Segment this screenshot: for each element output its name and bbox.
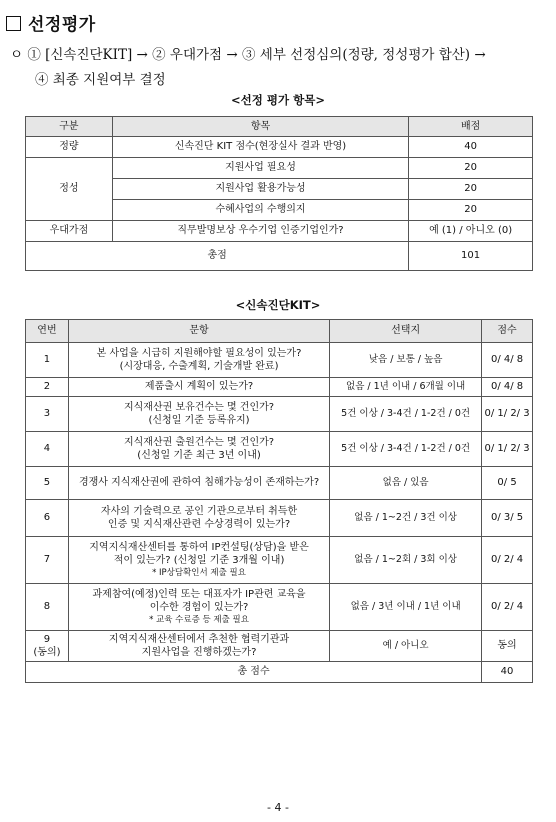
table-row: [26, 432, 533, 467]
question-line: (시장대응, 수출계획, 기술개발 완료): [119, 361, 279, 372]
score-cell: 0/ 2/ 4: [482, 537, 533, 584]
question-line: 지역지식재산센터에서 추천한 협력기관과: [108, 633, 290, 645]
question-cell: [68, 432, 329, 467]
score-cell: 0/ 4/ 8: [482, 343, 533, 378]
header-score: 배점: [409, 117, 533, 137]
section-title-text: 선정평가: [28, 15, 96, 35]
item-cell: 지원사업 필요성: [112, 158, 408, 179]
table-row: [26, 137, 533, 158]
header-score: 점수: [482, 320, 533, 343]
question-cell: [68, 397, 329, 432]
question-line: 본 사업을 시급히 지원해야할 필요성이 있는가?: [96, 347, 302, 359]
score-cell: 0/ 1/ 2/ 3: [482, 432, 533, 467]
table2-caption: <신속진단KIT>: [235, 298, 321, 312]
checkbox-square-icon: [6, 16, 21, 31]
item-cell: 직무발명보상 우수기업 인증기업인가?: [112, 221, 408, 242]
options-cell: 예 / 아니오: [330, 631, 482, 662]
score-cell: 20: [409, 179, 533, 200]
question-line: 과제참여(예정)인력 또는 대표자가 IP관련 교육을: [92, 588, 306, 600]
question-line: 지식재산권 출원건수는 몇 건인가?: [123, 436, 275, 448]
no-cell: 4: [26, 432, 69, 467]
total-score: 40: [482, 662, 533, 683]
table-row: [26, 631, 533, 662]
score-cell: 20: [409, 158, 533, 179]
table-row: [26, 378, 533, 397]
no-cell: 7: [26, 537, 69, 584]
question-cell: [68, 537, 329, 584]
table-row: [26, 158, 533, 179]
options-cell: 5건 이상 / 3-4건 / 1-2건 / 0건: [330, 397, 482, 432]
question-cell: 제품출시 계획이 있는가?: [68, 378, 329, 397]
question-line: 이수한 경험이 있는가?: [149, 602, 249, 614]
question-cell: 경쟁사 지식재산권에 관하여 침해가능성이 존재하는가?: [68, 467, 329, 500]
total-row: [26, 242, 533, 271]
score-cell: 예 (1) / 아니오 (0): [409, 221, 533, 242]
options-cell: 없음 / 있음: [330, 467, 482, 500]
evaluation-items-table: [25, 116, 533, 271]
no-cell: [26, 631, 69, 662]
options-cell: 없음 / 1년 이내 / 6개월 이내: [330, 378, 482, 397]
no-cell: 3: [26, 397, 69, 432]
score-cell: 0/ 5: [482, 467, 533, 500]
question-note: * 교육 수료증 등 제출 필요: [149, 614, 249, 625]
table-header-row: [26, 117, 533, 137]
table-row: [26, 467, 533, 500]
header-no: 연번: [26, 320, 69, 343]
question-note: * IP상담확인서 제출 필요: [152, 567, 246, 578]
total-score: 101: [409, 242, 533, 271]
no-cell: 5: [26, 467, 69, 500]
item-cell: 수혜사업의 수행의지: [112, 200, 408, 221]
question-line: 지식재산권 보유건수는 몇 건인가?: [123, 401, 275, 413]
no-text: 9: [43, 633, 51, 645]
total-label: 총 점수: [26, 662, 482, 683]
table-row: [26, 221, 533, 242]
no-cell: 8: [26, 584, 69, 631]
question-cell: [68, 500, 329, 537]
score-cell: 0/ 1/ 2/ 3: [482, 397, 533, 432]
question-line: 자사의 기술력으로 공인 기관으로부터 취득한: [100, 505, 298, 517]
kit-table: [25, 319, 533, 683]
table-row: [26, 584, 533, 631]
item-cell: 신속진단 KIT 점수(현장실사 결과 반영): [112, 137, 408, 158]
header-category: 구분: [26, 117, 113, 137]
question-line: 지원사업을 진행하겠는가?: [141, 647, 257, 658]
question-line: (신청일 기준 최근 3년 이내): [137, 450, 261, 461]
table1-caption: <선정 평가 항목>: [231, 93, 325, 107]
options-cell: 5건 이상 / 3-4건 / 1-2건 / 0건: [330, 432, 482, 467]
options-cell: 없음 / 1~2회 / 3회 이상: [330, 537, 482, 584]
table-header-row: [26, 320, 533, 343]
header-item: 항목: [112, 117, 408, 137]
question-cell: [68, 631, 329, 662]
table-row: [26, 397, 533, 432]
no-cell: 1: [26, 343, 69, 378]
page-number: - 4 -: [267, 801, 289, 814]
table-row: [26, 537, 533, 584]
header-options: 선택지: [330, 320, 482, 343]
table-row: [26, 343, 533, 378]
no-cell: 2: [26, 378, 69, 397]
category-cell: 우대가점: [26, 221, 113, 242]
score-cell: 0/ 3/ 5: [482, 500, 533, 537]
total-row: [26, 662, 533, 683]
no-cell: 6: [26, 500, 69, 537]
score-cell: 40: [409, 137, 533, 158]
process-line-1: ㅇ ① [신속진단KIT] → ② 우대가점 → ③ 세부 선정심의(정량, 정성평가 합산) →: [10, 47, 486, 63]
score-cell: 0/ 2/ 4: [482, 584, 533, 631]
item-cell: 지원사업 활용가능성: [112, 179, 408, 200]
no-sub-text: (동의): [33, 647, 61, 658]
header-question: 문항: [68, 320, 329, 343]
table-row: [26, 500, 533, 537]
score-cell: 20: [409, 200, 533, 221]
question-line: 인증 및 지식재산관련 수상경력이 있는가?: [107, 519, 291, 530]
process-line-2: ④ 최종 지원여부 결정: [35, 72, 166, 88]
question-line: 적이 있는가? (신청일 기준 3개월 이내): [113, 555, 285, 567]
score-cell: 동의: [482, 631, 533, 662]
question-cell: [68, 584, 329, 631]
options-cell: 없음 / 1~2건 / 3건 이상: [330, 500, 482, 537]
question-line: 지역지식재산센터를 통하여 IP컨설팅(상담)을 받은: [89, 541, 309, 553]
score-cell: 0/ 4/ 8: [482, 378, 533, 397]
options-cell: 없음 / 3년 이내 / 1년 이내: [330, 584, 482, 631]
question-cell: [68, 343, 329, 378]
category-cell: 정량: [26, 137, 113, 158]
options-cell: 낮음 / 보통 / 높음: [330, 343, 482, 378]
category-cell: 정성: [26, 158, 113, 221]
total-label: 총점: [26, 242, 409, 271]
question-line: (신청일 기준 등록유지): [148, 415, 250, 426]
section-title: [6, 10, 96, 35]
